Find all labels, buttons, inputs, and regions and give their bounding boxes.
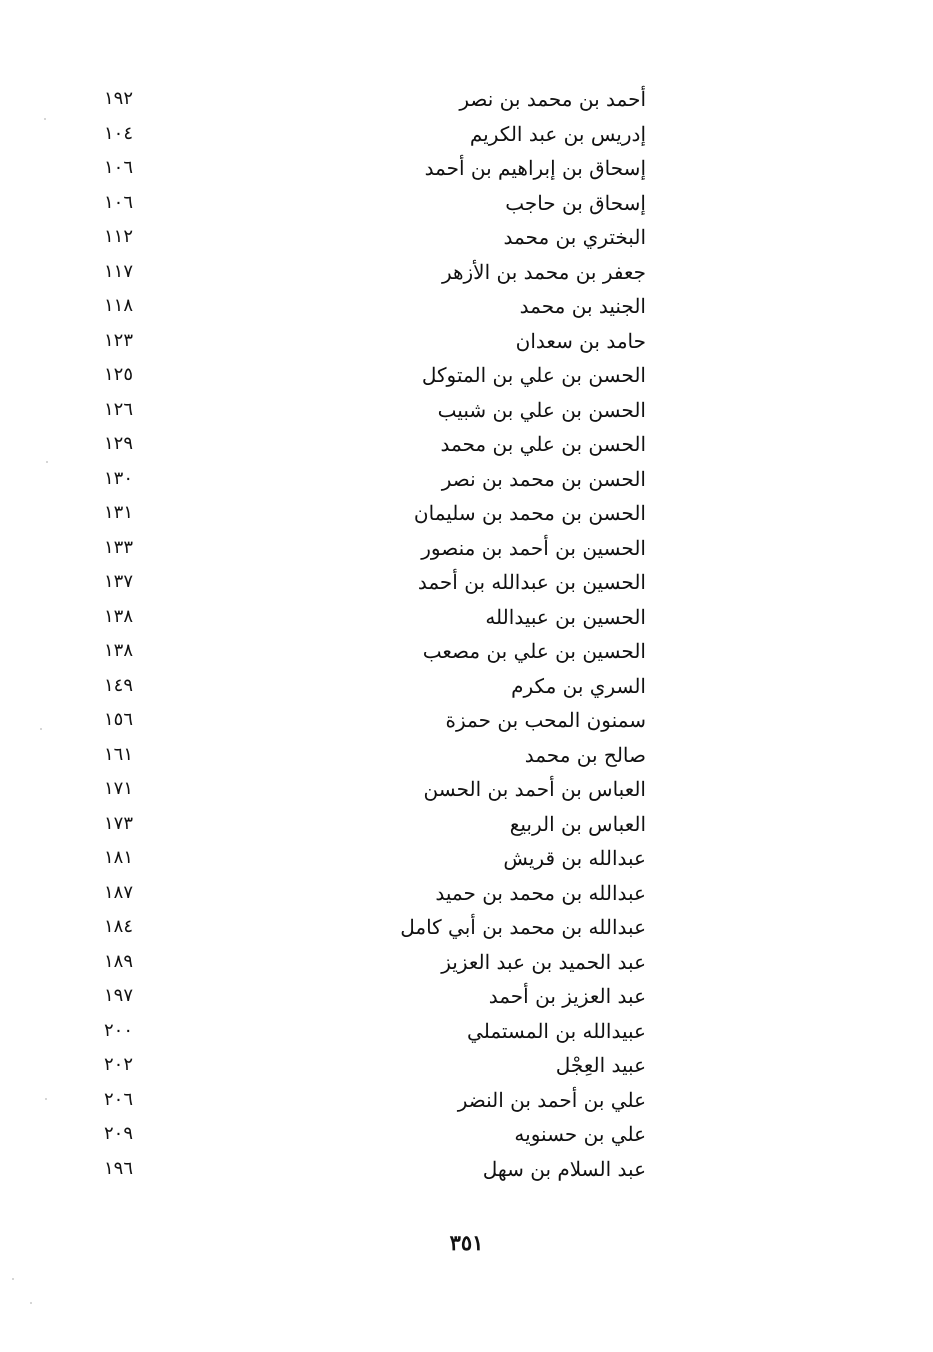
entry-page-number: ١١٢ bbox=[104, 226, 134, 247]
entry-page-number: ١٢٣ bbox=[104, 329, 134, 351]
page-number: ٣٥١ bbox=[449, 1230, 484, 1255]
entry-name: إدريس بن عبد الكريم bbox=[469, 121, 646, 146]
entry-name: العباس بن الربيع bbox=[509, 811, 646, 836]
entry-page-number: ١٥٦ bbox=[104, 709, 134, 730]
entry-page-number: ١٨١ bbox=[104, 847, 134, 868]
index-entry bbox=[100, 807, 660, 842]
index-entry bbox=[100, 1152, 660, 1187]
index-entry bbox=[100, 703, 660, 738]
entry-name: عبدالله بن محمد بن أبي كامل bbox=[400, 915, 646, 939]
entry-page-number: ١٣٣ bbox=[104, 536, 134, 558]
entry-page-number: ١٨٩ bbox=[104, 950, 134, 972]
entry-page-number: ١٠٤ bbox=[104, 122, 134, 144]
entry-name: الجنيد بن محمد bbox=[519, 294, 646, 318]
entry-page-number: ١١٧ bbox=[104, 260, 134, 282]
index-entry bbox=[100, 496, 660, 531]
entry-name: عبدالله بن محمد بن حميد bbox=[435, 880, 646, 905]
entry-name: إسحاق بن حاجب bbox=[505, 190, 646, 215]
entry-page-number: ١٣٨ bbox=[104, 605, 134, 627]
entry-page-number: ١٣٨ bbox=[104, 640, 134, 661]
index-entry bbox=[100, 427, 660, 462]
entry-name: أحمد بن محمد بن نصر bbox=[459, 87, 646, 111]
index-entry bbox=[100, 220, 660, 255]
scan-speck bbox=[46, 461, 48, 463]
entry-name: عبدالله بن قريش bbox=[503, 846, 646, 870]
entry-name: عبد الحميد بن عبد العزيز bbox=[441, 949, 646, 974]
index-entry bbox=[100, 358, 660, 393]
entry-name: الحسين بن عبيدالله bbox=[485, 604, 646, 629]
index-entry bbox=[100, 117, 660, 152]
entry-page-number: ١٩٧ bbox=[104, 985, 134, 1006]
scan-speck bbox=[30, 1302, 32, 1304]
entry-name: الحسن بن محمد بن سليمان bbox=[413, 501, 646, 525]
entry-name: إسحاق بن إبراهيم بن أحمد bbox=[424, 156, 646, 180]
index-entry bbox=[100, 772, 660, 807]
entry-name: علي بن حسنويه bbox=[514, 1122, 646, 1146]
index-entry bbox=[100, 1083, 660, 1118]
entry-name: الحسن بن علي بن شبيب bbox=[437, 397, 646, 422]
index-list bbox=[100, 82, 660, 1186]
entry-name: عبيد العِجْل bbox=[555, 1053, 646, 1077]
entry-name: سمنون المحب بن حمزة bbox=[445, 708, 646, 732]
entry-page-number: ١٧١ bbox=[104, 778, 134, 799]
entry-name: حامد بن سعدان bbox=[515, 328, 646, 353]
entry-page-number: ٢٠٢ bbox=[104, 1054, 134, 1075]
index-entry bbox=[100, 393, 660, 428]
scan-speck bbox=[12, 1278, 14, 1280]
entry-name: الحسن بن محمد بن نصر bbox=[441, 466, 646, 491]
index-entry bbox=[100, 565, 660, 600]
index-entry bbox=[100, 1014, 660, 1049]
entry-name: الحسن بن علي بن محمد bbox=[440, 432, 646, 456]
entry-page-number: ١٠٦ bbox=[104, 191, 134, 213]
index-entry bbox=[100, 1117, 660, 1152]
index-entry bbox=[100, 324, 660, 359]
entry-page-number: ١٨٤ bbox=[104, 916, 134, 937]
index-entry bbox=[100, 462, 660, 497]
entry-page-number: ١٠٦ bbox=[104, 157, 134, 178]
entry-page-number: ١٦١ bbox=[104, 743, 134, 765]
entry-name: السري بن مكرم bbox=[511, 673, 646, 698]
entry-name: عبد السلام بن سهل bbox=[482, 1156, 646, 1181]
index-entry bbox=[100, 669, 660, 704]
index-entry bbox=[100, 876, 660, 911]
entry-name: البختري بن محمد bbox=[503, 225, 646, 249]
index-entry bbox=[100, 634, 660, 669]
entry-name: العباس بن أحمد بن الحسن bbox=[423, 777, 646, 801]
index-entry bbox=[100, 841, 660, 876]
scan-speck bbox=[44, 118, 46, 120]
entry-name: عبد العزيز بن أحمد bbox=[488, 984, 646, 1008]
entry-page-number: ١٢٩ bbox=[104, 433, 134, 454]
index-entry bbox=[100, 289, 660, 324]
entry-name: الحسن بن علي بن المتوكل bbox=[421, 363, 646, 387]
index-entry bbox=[100, 979, 660, 1014]
entry-page-number: ١٩٢ bbox=[104, 88, 134, 109]
entry-page-number: ١٨٧ bbox=[104, 881, 134, 903]
entry-name: صالح بن محمد bbox=[524, 742, 646, 767]
entry-page-number: ١٢٦ bbox=[104, 398, 134, 420]
entry-name: علي بن أحمد بن النضر bbox=[457, 1087, 646, 1112]
entry-name: الحسين بن عبدالله بن أحمد bbox=[417, 570, 646, 594]
scan-speck bbox=[40, 728, 42, 730]
entry-name: عبيدالله بن المستملي bbox=[467, 1018, 646, 1043]
entry-page-number: ١٣٧ bbox=[104, 571, 134, 592]
entry-name: الحسين بن علي بن مصعب bbox=[422, 639, 646, 663]
index-entry bbox=[100, 738, 660, 773]
index-entry bbox=[100, 255, 660, 290]
entry-name: الحسين بن أحمد بن منصور bbox=[421, 535, 646, 560]
entry-page-number: ١٩٦ bbox=[104, 1157, 134, 1179]
entry-page-number: ٢٠٠ bbox=[104, 1019, 134, 1041]
index-entry bbox=[100, 910, 660, 945]
entry-name: جعفر بن محمد بن الأزهر bbox=[441, 259, 646, 284]
entry-page-number: ١٤٩ bbox=[104, 674, 134, 696]
entry-page-number: ١٧٣ bbox=[104, 812, 134, 834]
index-entry bbox=[100, 151, 660, 186]
entry-page-number: ١١٨ bbox=[104, 295, 134, 316]
scan-speck bbox=[45, 1098, 47, 1100]
index-entry bbox=[100, 531, 660, 566]
entry-page-number: ١٣١ bbox=[104, 502, 134, 523]
entry-page-number: ١٢٥ bbox=[104, 364, 134, 385]
entry-page-number: ٢٠٩ bbox=[104, 1123, 134, 1144]
index-entry bbox=[100, 945, 660, 980]
entry-page-number: ٢٠٦ bbox=[104, 1088, 134, 1110]
index-entry bbox=[100, 82, 660, 117]
index-entry bbox=[100, 1048, 660, 1083]
index-entry bbox=[100, 186, 660, 221]
index-entry bbox=[100, 600, 660, 635]
entry-page-number: ١٣٠ bbox=[104, 467, 134, 489]
